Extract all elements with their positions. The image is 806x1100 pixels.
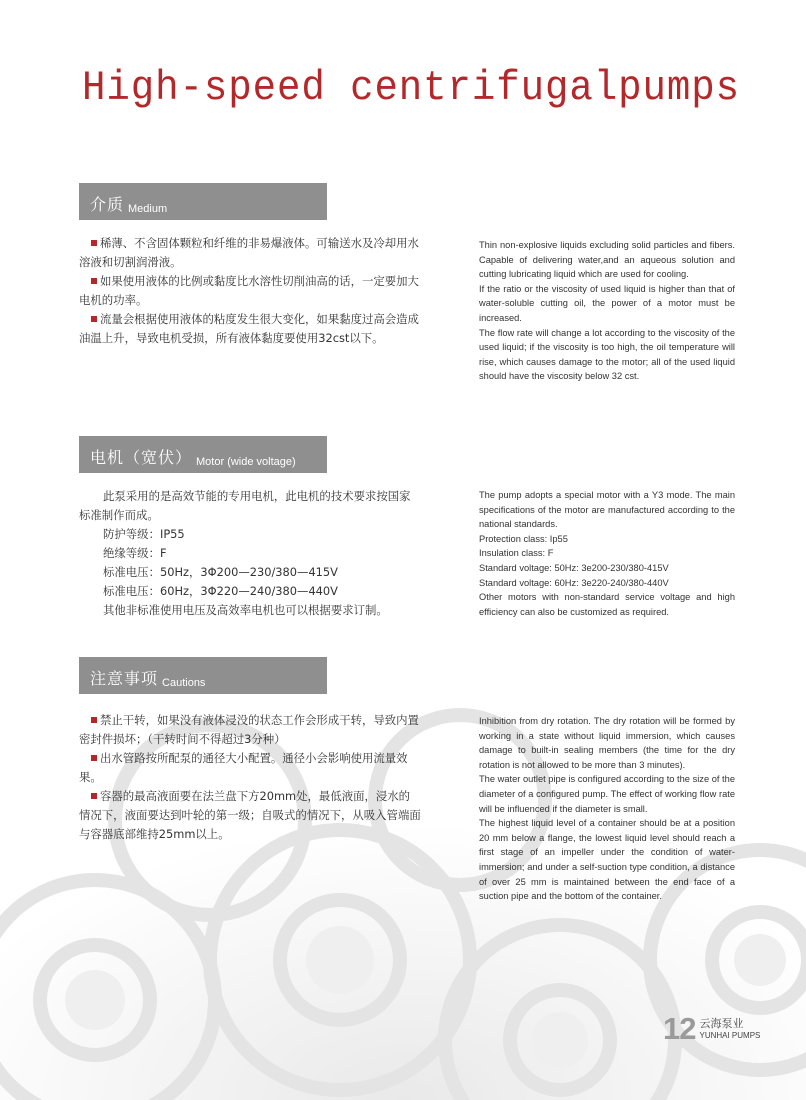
section-title-zh: 介质: [90, 195, 125, 214]
square-bullet-icon: [91, 717, 97, 723]
square-bullet-icon: [91, 278, 97, 284]
paragraph: The highest liquid level of a container should be at a position 20 mm below a flange, the lowest liquid level should reach a first stage of an impeller under the condition of water-immersion; and under a self-suction type condition, a distance of over 25 mm is maintained between the end face of a suction pipe and the bottom of the container.: [479, 818, 735, 902]
section-header-medium: [79, 183, 327, 220]
section-title-en: Medium: [128, 203, 168, 215]
section-header-cautions: [79, 657, 327, 694]
page-footer: [663, 1013, 760, 1044]
motor-zh-text: [79, 487, 421, 620]
brand-name-zh: 云海泵业: [699, 1017, 744, 1030]
cautions-en-text: [479, 714, 735, 904]
spec-line: 标准电压：50Hz，3Φ200—230/380—415V: [103, 565, 338, 579]
section-title-zh: 注意事项: [90, 669, 159, 688]
medium-en-text: [479, 238, 735, 384]
list-item: 容器的最高液面要在法兰盘下方20mm处，最低液面，浸水的情况下，液面要达到叶轮的第一级；自吸式的情况下，从吸入管端面与容器底部维持25mm以上。: [79, 789, 421, 841]
spec-line: 标准电压：60Hz，3Φ220—240/380—440V: [103, 584, 338, 598]
spec-line: 绝缘等级：F: [103, 546, 167, 560]
spec-line: 防护等级：IP55: [103, 527, 185, 541]
page-title: High-speed centrifugalpumps: [82, 64, 740, 112]
paragraph: The water outlet pipe is configured according to the size of the diameter of a configured pump. The effect of working flow rate will be influenced if the diameter is small.: [479, 774, 735, 814]
section-title-en: Motor (wide voltage): [196, 456, 296, 468]
list-item: 如果使用液体的比例或黏度比水溶性切削油高的话，一定要加大电机的功率。: [79, 274, 419, 307]
section-header-motor: [79, 436, 327, 473]
motor-en-text: [479, 488, 735, 619]
list-item: 流量会根据使用液体的粘度发生很大变化，如果黏度过高会造成油温上升，导致电机受损，所有液体黏度要使用32cst以下。: [79, 312, 419, 345]
list-item: 稀薄、不含固体颗粒和纤维的非易爆液体。可输送水及冷却用水溶液和切割润滑液。: [79, 236, 419, 269]
paragraph: If the ratio or the viscosity of used liquid is higher than that of water-soluble cutting oil, the power of a motor must be increased.: [479, 283, 735, 323]
spec-line: Insulation class: F: [479, 548, 554, 559]
cautions-zh-text: [79, 711, 421, 844]
paragraph: The flow rate will change a lot according to the viscosity of the used liquid; if the viscosity is too high, the oil temperature will rise, which causes damage to the motor; all of the used liquid should have the viscosity below 32 cst.: [479, 327, 735, 382]
brand-name-en: YUNHAI PUMPS: [699, 1031, 761, 1040]
list-item: 出水管路按所配泵的通径大小配置。通径小会影响使用流量效果。: [79, 751, 408, 784]
paragraph: Thin non-explosive liquids excluding solid particles and fibers. Capable of delivering water,and an aqueous solution and cutting lubricating liquid which are used for cooling.: [479, 240, 735, 280]
spec-line: Standard voltage: 50Hz: 3e200-230/380-415V: [479, 562, 669, 573]
section-title-zh: 电机（宽伏）: [90, 448, 193, 467]
paragraph: 此泵采用的是高效节能的专用电机，此电机的技术要求按国家标准制作而成。: [79, 489, 411, 522]
page-number: 12: [663, 1011, 696, 1046]
spec-line: Standard voltage: 60Hz: 3e220-240/380-440V: [479, 577, 669, 588]
square-bullet-icon: [91, 793, 97, 799]
square-bullet-icon: [91, 240, 97, 246]
paragraph: Inhibition from dry rotation. The dry rotation will be formed by working in a state without liquid immersion, which causes damage to built-in sealing members (the time for the dry rotation is not allowed to be more than 3 minutes).: [479, 716, 735, 770]
square-bullet-icon: [91, 316, 97, 322]
paragraph: Other motors with non-standard service voltage and high efficiency can also be customized as required.: [479, 592, 735, 617]
paragraph: The pump adopts a special motor with a Y3 mode. The main specifications of the motor are manufactured according to the national standards.: [479, 490, 735, 530]
list-item: 禁止干转，如果没有液体浸没的状态工作会形成干转，导致内置密封件损坏；（干转时间不得超过3分种）: [79, 713, 419, 746]
medium-zh-text: [79, 234, 421, 348]
spec-line: 其他非标准使用电压及高效率电机也可以根据要求订制。: [103, 603, 388, 617]
section-title-en: Cautions: [162, 677, 206, 689]
square-bullet-icon: [91, 755, 97, 761]
brand-mark: [699, 1013, 760, 1041]
spec-line: Protection class: Ip55: [479, 533, 568, 544]
